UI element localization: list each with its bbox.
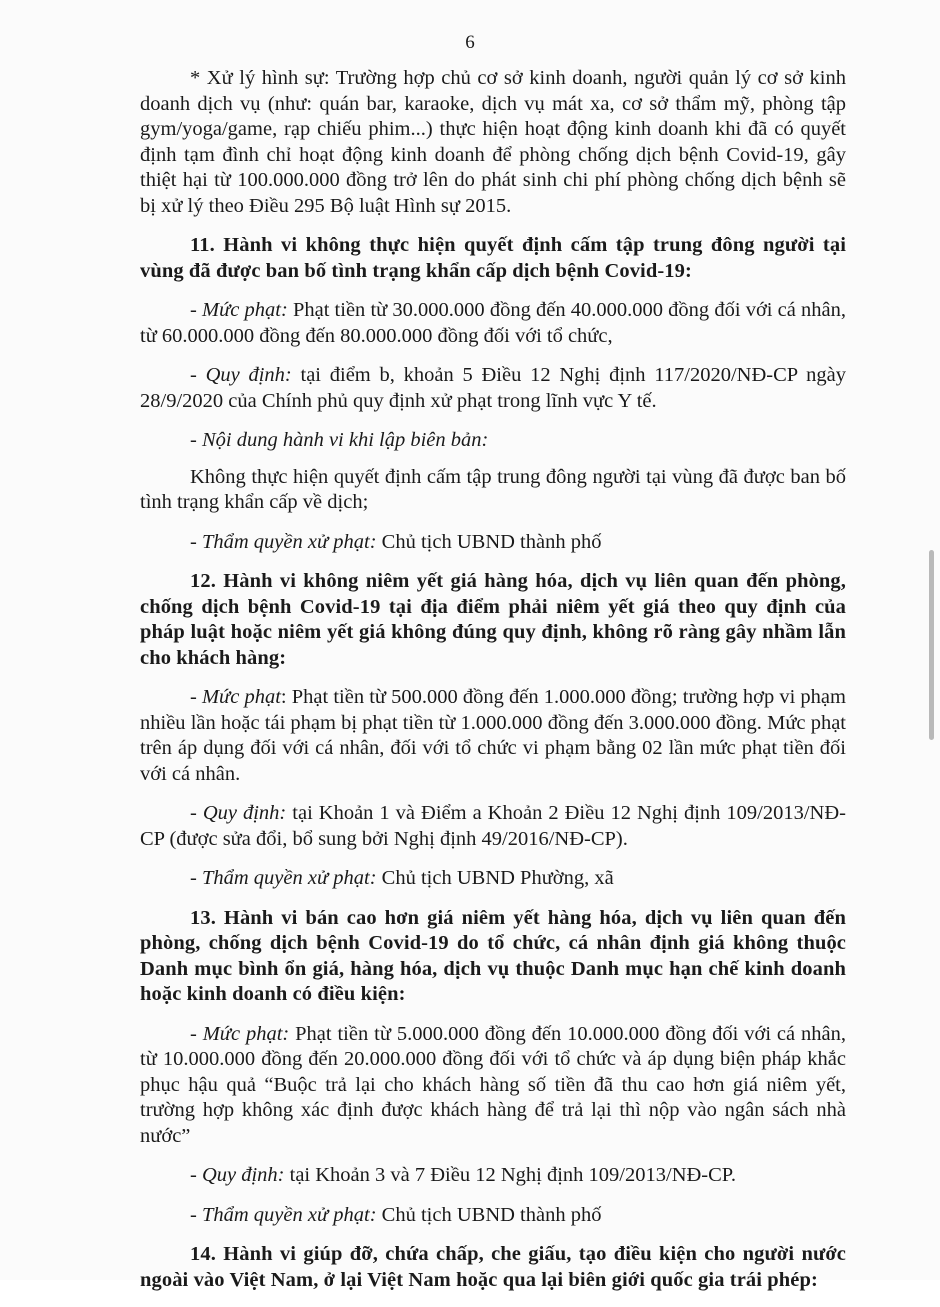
fine-label: - Mức phạt: (190, 299, 288, 321)
section-12-regulation (140, 801, 846, 852)
section-12-fine (140, 685, 846, 787)
section-11-regulation (140, 363, 846, 414)
authority-text: Chủ tịch UBND Phường, xã (376, 867, 614, 889)
regulation-label: - Quy định: (190, 1164, 285, 1186)
fine-label: - Mức phạt (190, 686, 281, 708)
page-number: 6 (465, 32, 475, 53)
authority-label: - Thẩm quyền xử phạt: (190, 530, 377, 553)
section-11-authority (140, 530, 846, 556)
penal-handling-paragraph: * Xử lý hình sự: Trường hợp chủ cơ sở kinh doanh, người quản lý cơ sở kinh doanh dịch vụ (như: quán bar, karaoke, dịch vụ mát xa, cơ sở thẩm mỹ, phòng tập gym/yoga/game, rạp chiếu phim...) thực hiện hoạt động kinh doanh khi đã có quyết định tạm đình chỉ hoạt động kinh doanh để phòng chống dịch bệnh Covid-19, gây thiệt hại từ 100.000.000 đồng trở lên do phát sinh chi phí phòng chống dịch bệnh sẽ bị xử lý theo Điều 295 Bộ luật Hình sự 2015. (140, 67, 846, 217)
section-14-heading: 14. Hành vi giúp đỡ, chứa chấp, che giấu, tạo điều kiện cho người nước ngoài vào Việt Nam, ở lại Việt Nam hoặc qua lại biên giới quốc gia trái phép: (140, 1243, 846, 1291)
section-13-heading: 13. Hành vi bán cao hơn giá niêm yết hàng hóa, dịch vụ liên quan đến phòng, chống dịch bệnh Covid-19 do tổ chức, cá nhân định giá không thuộc Danh mục bình ổn giá, hàng hóa, dịch vụ thuộc Danh mục hạn chế kinh doanh hoặc kinh doanh có điều kiện: (140, 906, 846, 1005)
regulation-text: tại Khoản 1 và Điểm a Khoản 2 Điều 12 Nghị định 109/2013/NĐ-CP (được sửa đổi, bổ sung bởi Nghị định 49/2016/NĐ-CP). (140, 802, 846, 850)
fine-text: Phạt tiền từ 5.000.000 đồng đến 10.000.000 đồng đối với cá nhân, từ 10.000.000 đồng đến 20.000.000 đồng đối với tổ chức và áp dụng biện pháp khắc phục hậu quả “Buộc trả lại cho khách hàng số tiền đã thu cao hơn giá niêm yết, trường hợp không xác định được khách hàng để trả lại thì nộp vào ngân sách nhà nước” (140, 1022, 846, 1147)
fine-text: : Phạt tiền từ 500.000 đồng đến 1.000.000 đồng; trường hợp vi phạm nhiều lần hoặc tái phạm bị phạt tiền từ 1.000.000 đồng đến 3.000.000 đồng. Mức phạt trên áp dụng đối với cá nhân, đối với tổ chức vi phạm bằng 02 lần mức phạt tiền đối với cá nhân. (140, 686, 846, 785)
scrollbar-thumb[interactable] (929, 550, 934, 740)
section-13-authority (140, 1203, 846, 1229)
section-11-fine (140, 298, 846, 349)
document-body (140, 66, 846, 1307)
content-label: - Nội dung hành vi khi lập biên bản: (190, 429, 489, 451)
section-11-content-label (140, 428, 846, 454)
fine-text: Phạt tiền từ 30.000.000 đồng đến 40.000.000 đồng đối với cá nhân, từ 60.000.000 đồng đến 80.000.000 đồng đối với tổ chức, (140, 299, 846, 347)
authority-label: - Thẩm quyền xử phạt: (190, 1203, 377, 1226)
authority-text: Chủ tịch UBND thành phố (376, 530, 602, 553)
section-11-content-text: Không thực hiện quyết định cấm tập trung đông người tại vùng đã được ban bố tình trạng khẩn cấp về dịch; (140, 465, 846, 513)
section-13-regulation (140, 1163, 846, 1189)
regulation-label: - Quy định: (190, 364, 292, 386)
section-11-heading: 11. Hành vi không thực hiện quyết định cấm tập trung đông người tại vùng đã được ban bố tình trạng khẩn cấp dịch bệnh Covid-19: (140, 234, 846, 282)
regulation-label: - Quy định: (190, 802, 287, 824)
fine-label: - Mức phạt: (190, 1022, 290, 1045)
authority-text: Chủ tịch UBND thành phố (376, 1203, 602, 1226)
section-13-fine (140, 1022, 846, 1150)
section-12-heading: 12. Hành vi không niêm yết giá hàng hóa, dịch vụ liên quan đến phòng, chống dịch bệnh Covid-19 tại địa điểm phải niêm yết giá theo quy định của pháp luật hoặc niêm yết giá không đúng quy định, không rõ ràng gây nhầm lẫn cho khách hàng: (140, 570, 846, 669)
section-12-authority (140, 866, 846, 892)
regulation-text: tại điểm b, khoản 5 Điều 12 Nghị định 117/2020/NĐ-CP ngày 28/9/2020 của Chính phủ quy định xử phạt trong lĩnh vực Y tế. (140, 364, 846, 412)
regulation-text: tại Khoản 3 và 7 Điều 12 Nghị định 109/2013/NĐ-CP. (284, 1164, 737, 1186)
authority-label: - Thẩm quyền xử phạt: (190, 867, 377, 889)
